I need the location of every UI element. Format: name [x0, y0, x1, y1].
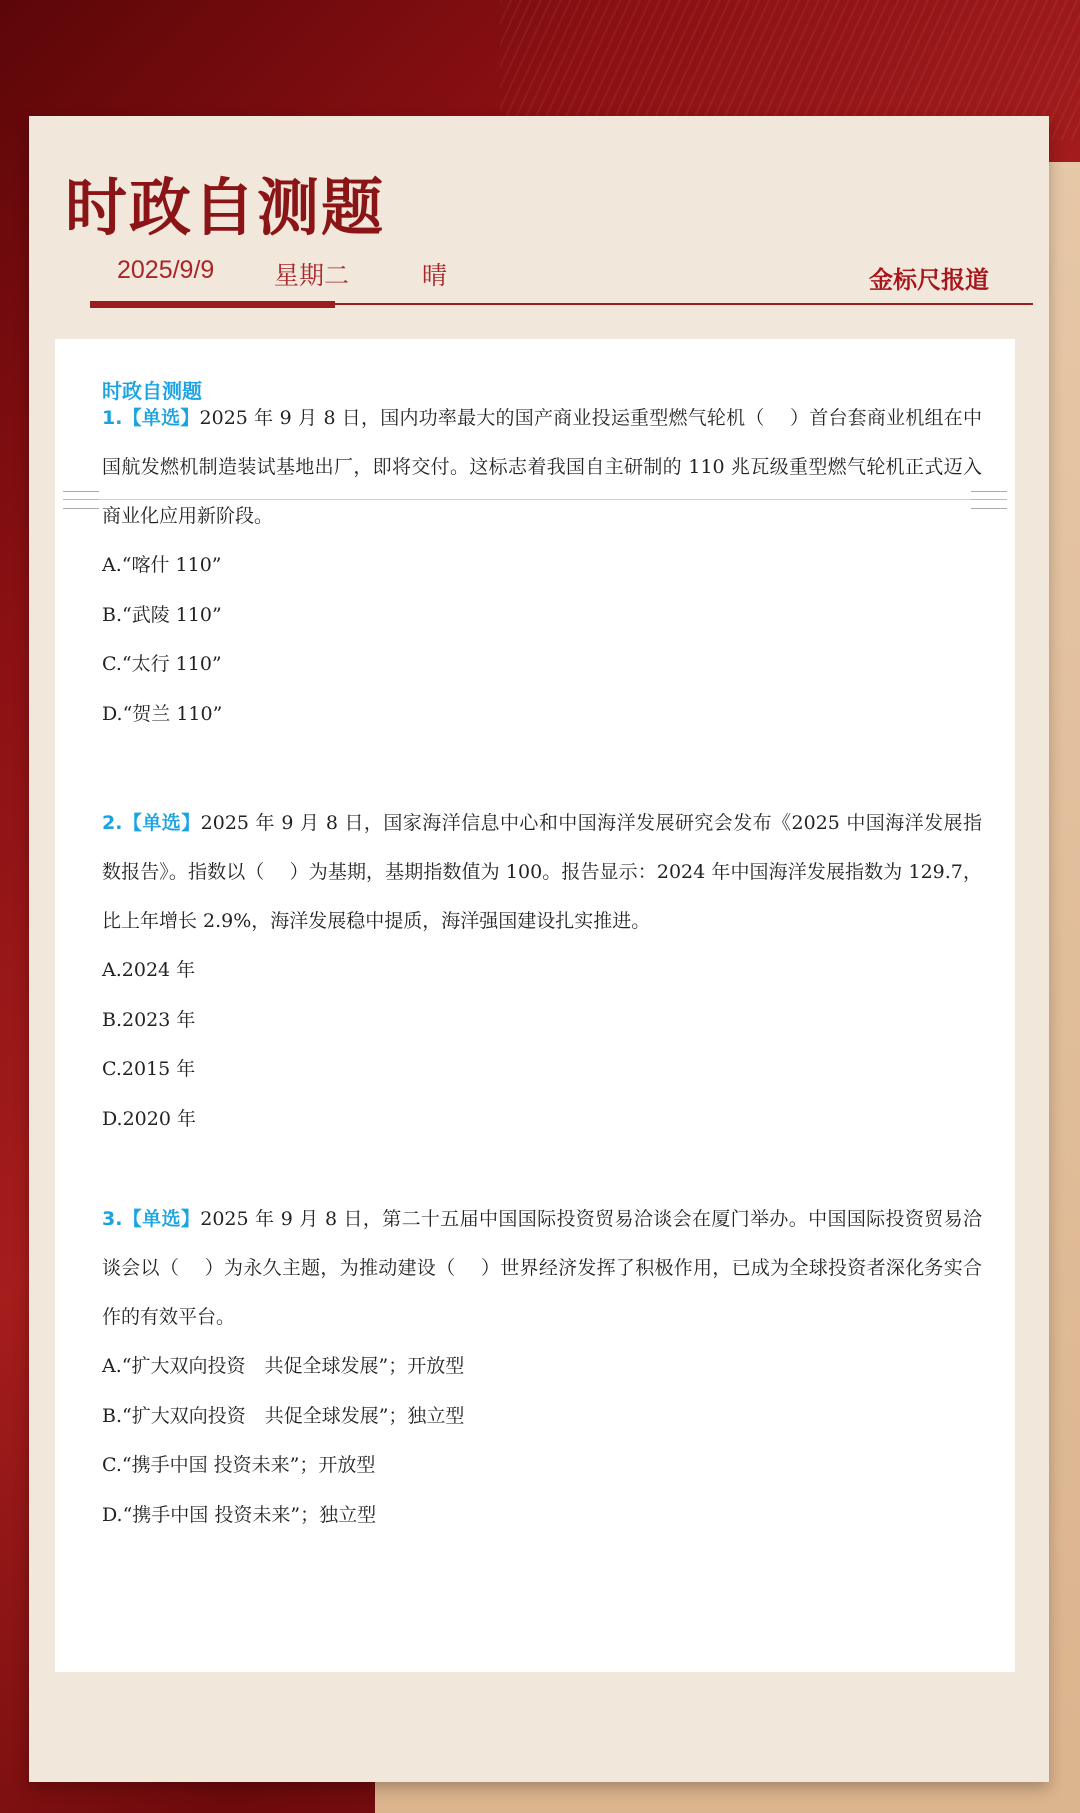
option-c[interactable]: C.2015 年 [102, 1058, 196, 1080]
option-b[interactable]: B.“扩大双向投资 共促全球发展”；独立型 [102, 1404, 465, 1427]
option-d[interactable]: D.“贺兰 110” [102, 702, 223, 725]
option-b[interactable]: B.2023 年 [102, 1008, 196, 1031]
question-number: 1. [102, 407, 123, 429]
paper-heading: 时政自测题 [102, 379, 202, 403]
option-a[interactable]: A.“扩大双向投资 共促全球发展”；开放型 [102, 1355, 465, 1377]
date-label: 2025/9/9 [117, 256, 215, 284]
question-number: 3. [102, 1208, 123, 1230]
question-2 [102, 799, 982, 1144]
option-b[interactable]: B.“武陵 110” [102, 603, 222, 626]
document-card [29, 116, 1049, 1782]
question-stem [102, 394, 982, 541]
option-d[interactable]: D.“携手中国 投资未来”；独立型 [102, 1503, 377, 1526]
question-paper [55, 339, 1015, 1672]
back-sheet-bottom [375, 1782, 1080, 1813]
brand-label: 金标尺报道 [869, 266, 989, 294]
header-accent-bar [90, 301, 335, 308]
option-c[interactable]: C.“太行 110” [102, 653, 222, 675]
question-text: 2025 年 9 月 8 日，第二十五届中国国际投资贸易洽谈会在厦门举办。中国国际投资贸易洽谈会以（ ）为永久主题，为推动建设（ ）世界经济发挥了积极作用，已成为全球投资者深化务实合作的有效平台。 [102, 1208, 982, 1328]
page-title: 时政自测题 [65, 171, 386, 244]
question-type: 【单选】 [122, 812, 201, 834]
question-stem [102, 799, 982, 946]
question-text: 2025 年 9 月 8 日，国家海洋信息中心和中国海洋发展研究会发布《2025 中国海洋发展指数报告》。指数以（ ）为基期，基期指数值为 100。报告显示：2024 年中国海洋发展指数为 129.7，比上年增长 2.9%，海洋发展稳中提质，海洋强国建设扎实推进。 [102, 812, 982, 932]
question-text: 2025 年 9 月 8 日，国内功率最大的国产商业投运重型燃气轮机（ ）首台套商业机组在中国航发燃机制造装试基地出厂，即将交付。这标志着我国自主研制的 110 兆瓦级重型燃气轮机正式迈入商业化应用新阶段。 [102, 407, 982, 527]
option-a[interactable]: A.“喀什 110” [102, 554, 222, 576]
question-3 [102, 1195, 982, 1540]
question-number: 2. [102, 812, 123, 834]
weather-label: 晴 [422, 262, 448, 290]
option-d[interactable]: D.2020 年 [102, 1107, 196, 1130]
page-break-marker-left [63, 491, 99, 509]
question-type: 【单选】 [122, 407, 200, 429]
question-stem [102, 1195, 982, 1342]
question-type: 【单选】 [122, 1208, 201, 1230]
question-1 [102, 394, 982, 739]
option-a[interactable]: A.2024 年 [102, 959, 196, 981]
option-c[interactable]: C.“携手中国 投资未来”；开放型 [102, 1454, 376, 1476]
weekday-label: 星期二 [274, 262, 350, 290]
